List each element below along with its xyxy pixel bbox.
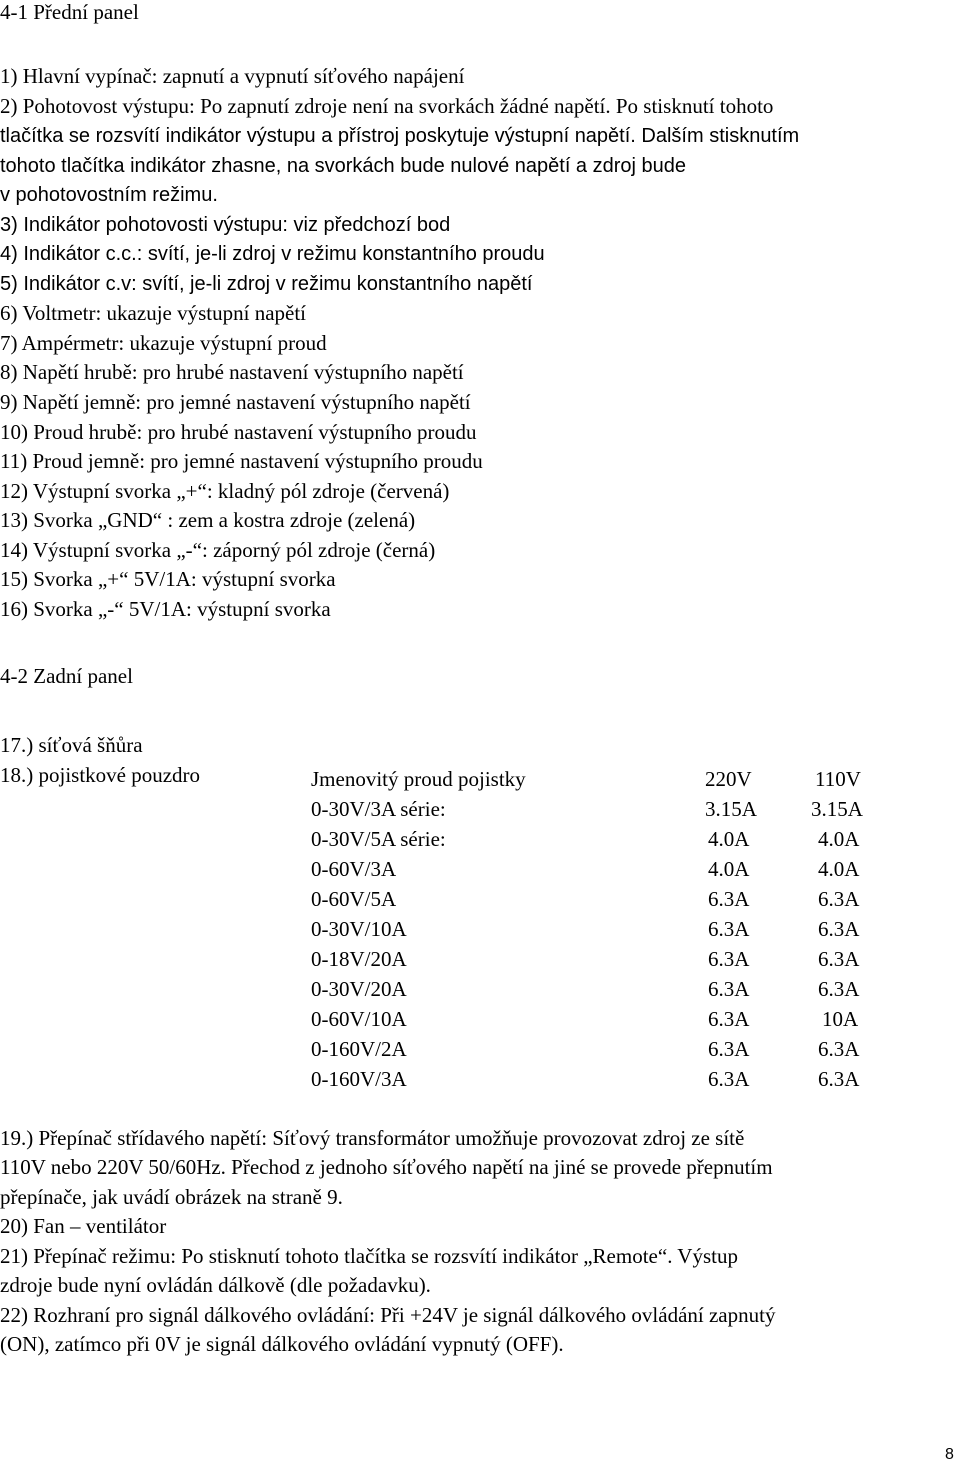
fuse-220v-cell: 3.15A	[705, 797, 757, 821]
front-item-2-line-2: tlačítka se rozsvítí indikátor výstupu a přístroj poskytuje výstupní napětí. Dalším stisknutím	[0, 125, 800, 147]
fuse-110v-cell: 6.3A	[818, 1037, 860, 1061]
section-heading-front-panel: 4-1 Přední panel	[0, 0, 139, 24]
front-item-13: 13) Svorka „GND“ : zem a kostra zdroje (zelená)	[0, 508, 416, 532]
front-item-14: 14) Výstupní svorka „-“: záporný pól zdroje (černá)	[0, 538, 436, 562]
fuse-model-cell: 0-30V/20A	[311, 977, 407, 1001]
rear-item-20: 20) Fan – ventilátor	[0, 1214, 167, 1238]
front-item-4: 4) Indikátor c.c.: svítí, je-li zdroj v režimu konstantního proudu	[0, 243, 545, 265]
rear-item-19-line-2: 110V nebo 220V 50/60Hz. Přechod z jednoho síťového napětí na jiné se provede přepnutím	[0, 1155, 773, 1179]
rear-item-22-line-1: 22) Rozhraní pro signál dálkového ovládání: Při +24V je signál dálkového ovládání zapnutý	[0, 1303, 776, 1327]
fuse-110v-cell: 3.15A	[811, 797, 863, 821]
fuse-model-cell: 0-30V/3A série:	[311, 797, 446, 821]
rear-item-21-line-1: 21) Přepínač režimu: Po stisknutí tohoto tlačítka se rozsvítí indikátor „Remote“. Výstup	[0, 1244, 738, 1268]
fuse-220v-cell: 6.3A	[708, 1007, 750, 1031]
page-number: 8	[945, 1446, 954, 1463]
fuse-110v-cell: 6.3A	[818, 947, 860, 971]
front-item-16: 16) Svorka „-“ 5V/1A: výstupní svorka	[0, 597, 331, 621]
front-item-2-line-1: 2) Pohotovost výstupu: Po zapnutí zdroje není na svorkách žádné napětí. Po stisknutí tohoto	[0, 94, 774, 118]
fuse-model-cell: 0-60V/10A	[311, 1007, 407, 1031]
fuse-220v-cell: 6.3A	[708, 1037, 750, 1061]
rear-item-19-line-1: 19.) Přepínač střídavého napětí: Síťový transformátor umožňuje provozovat zdroj ze sítě	[0, 1126, 745, 1150]
rear-item-22-line-2: (ON), zatímco při 0V je signál dálkového ovládání vypnutý (OFF).	[0, 1332, 564, 1356]
section-heading-rear-panel: 4-2 Zadní panel	[0, 664, 133, 688]
fuse-model-cell: 0-60V/3A	[311, 857, 397, 881]
fuse-110v-cell: 4.0A	[818, 857, 860, 881]
fuse-220v-cell: 6.3A	[708, 917, 750, 941]
front-item-2-line-3: tohoto tlačítka indikátor zhasne, na svorkách bude nulové napětí a zdroj bude	[0, 155, 687, 177]
front-item-3: 3) Indikátor pohotovosti výstupu: viz předchozí bod	[0, 214, 451, 236]
front-item-2-line-4: v pohotovostním režimu.	[0, 184, 218, 206]
front-item-15: 15) Svorka „+“ 5V/1A: výstupní svorka	[0, 567, 336, 591]
fuse-220v-cell: 6.3A	[708, 1067, 750, 1091]
front-item-8: 8) Napětí hrubě: pro hrubé nastavení výstupního napětí	[0, 360, 464, 384]
rear-item-18: 18.) pojistkové pouzdro	[0, 763, 201, 787]
front-item-11: 11) Proud jemně: pro jemné nastavení výstupního proudu	[0, 449, 483, 473]
fuse-table-header-rating: Jmenovitý proud pojistky	[311, 767, 526, 791]
front-item-6: 6) Voltmetr: ukazuje výstupní napětí	[0, 301, 307, 325]
rear-item-21-line-2: zdroje bude nyní ovládán dálkově (dle požadavku).	[0, 1273, 431, 1297]
fuse-model-cell: 0-160V/2A	[311, 1037, 407, 1061]
fuse-220v-cell: 4.0A	[708, 827, 750, 851]
fuse-110v-cell: 6.3A	[818, 887, 860, 911]
fuse-110v-cell: 4.0A	[818, 827, 860, 851]
fuse-110v-cell: 6.3A	[818, 977, 860, 1001]
rear-item-17: 17.) síťová šňůra	[0, 733, 143, 757]
front-item-5: 5) Indikátor c.v: svítí, je-li zdroj v režimu konstantního napětí	[0, 273, 533, 295]
front-item-1: 1) Hlavní vypínač: zapnutí a vypnutí síťového napájení	[0, 64, 465, 88]
fuse-table-header-110v: 110V	[815, 767, 861, 791]
fuse-220v-cell: 4.0A	[708, 857, 750, 881]
fuse-model-cell: 0-18V/20A	[311, 947, 407, 971]
fuse-220v-cell: 6.3A	[708, 947, 750, 971]
front-item-9: 9) Napětí jemně: pro jemné nastavení výstupního napětí	[0, 390, 471, 414]
fuse-model-cell: 0-60V/5A	[311, 887, 397, 911]
front-item-7: 7) Ampérmetr: ukazuje výstupní proud	[0, 331, 327, 355]
fuse-table-header-220v: 220V	[705, 767, 752, 791]
front-item-12: 12) Výstupní svorka „+“: kladný pól zdroje (červená)	[0, 479, 450, 503]
fuse-model-cell: 0-160V/3A	[311, 1067, 407, 1091]
fuse-220v-cell: 6.3A	[708, 887, 750, 911]
fuse-model-cell: 0-30V/10A	[311, 917, 407, 941]
fuse-110v-cell: 6.3A	[818, 1067, 860, 1091]
front-item-10: 10) Proud hrubě: pro hrubé nastavení výstupního proudu	[0, 420, 477, 444]
fuse-220v-cell: 6.3A	[708, 977, 750, 1001]
fuse-110v-cell: 10A	[822, 1007, 859, 1031]
rear-item-19-line-3: přepínače, jak uvádí obrázek na straně 9.	[0, 1185, 343, 1209]
fuse-110v-cell: 6.3A	[818, 917, 860, 941]
fuse-model-cell: 0-30V/5A série:	[311, 827, 446, 851]
